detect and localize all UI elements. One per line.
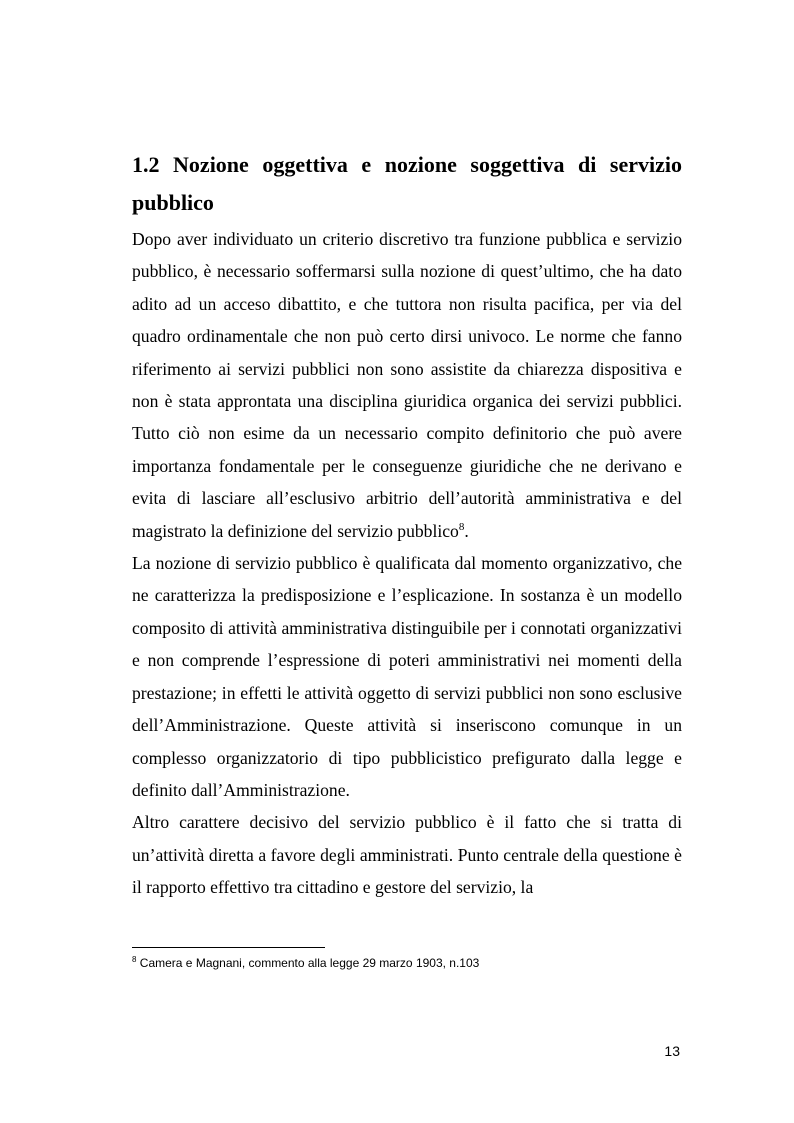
footnote-reference[interactable]: 8	[458, 520, 465, 533]
paragraph-2: La nozione di servizio pubblico è qualificata dal momento organizzativo, che ne caratterizza la predisposizione e l’esplicazione. In sostanza è un modello composito di attività amministrativa distinguibile per i connotati organizzativi e non comprende l’espressione di poteri amministrativi nei momenti della prestazione; in effetti le attività oggetto di servizi pubblici non sono esclusive dell’Amministrazione. Queste attività si inseriscono comunque in un complesso organizzatorio di tipo pubblicistico prefigurato dalla legge e definito dall’Amministrazione.	[132, 553, 682, 800]
paragraph-1-tail: .	[464, 520, 469, 541]
paragraph-3: Altro carattere decisivo del servizio pubblico è il fatto che si tratta di un’attività diretta a favore degli amministrati. Punto centrale della questione è il rapporto effettivo tra cittadino e gestore del servizio, la	[132, 812, 682, 898]
footnote	[132, 955, 682, 971]
footnote-number: 8	[132, 955, 137, 964]
body-text	[132, 223, 682, 904]
footnote-separator	[132, 947, 325, 948]
page-number: 13	[664, 1043, 680, 1059]
footnote-text: Camera e Magnani, commento alla legge 29 marzo 1903, n.103	[139, 956, 480, 970]
paragraph-1-text: Dopo aver individuato un criterio discretivo tra funzione pubblica e servizio pubblico, è necessario soffermarsi sulla nozione di quest’ultimo, che ha dato adito ad un acceso dibattito, e che tuttora non risulta pacifica, per via del quadro ordinamentale che non può certo dirsi univoco. Le norme che fanno riferimento ai servizi pubblici non sono assistite da chiarezza dispositiva e non è stata approntata una disciplina giuridica organica dei servizi pubblici. Tutto ciò non esime da un necessario compito definitorio che può avere importanza fondamentale per le conseguenze giuridiche che ne derivano e evita di lasciare all’esclusivo arbitrio dell’autorità amministrativa e del magistrato la definizione del servizio pubblico	[132, 229, 682, 541]
paragraph-1	[132, 223, 682, 547]
section-heading: 1.2 Nozione oggettiva e nozione soggettiva di servizio pubblico	[132, 152, 682, 215]
